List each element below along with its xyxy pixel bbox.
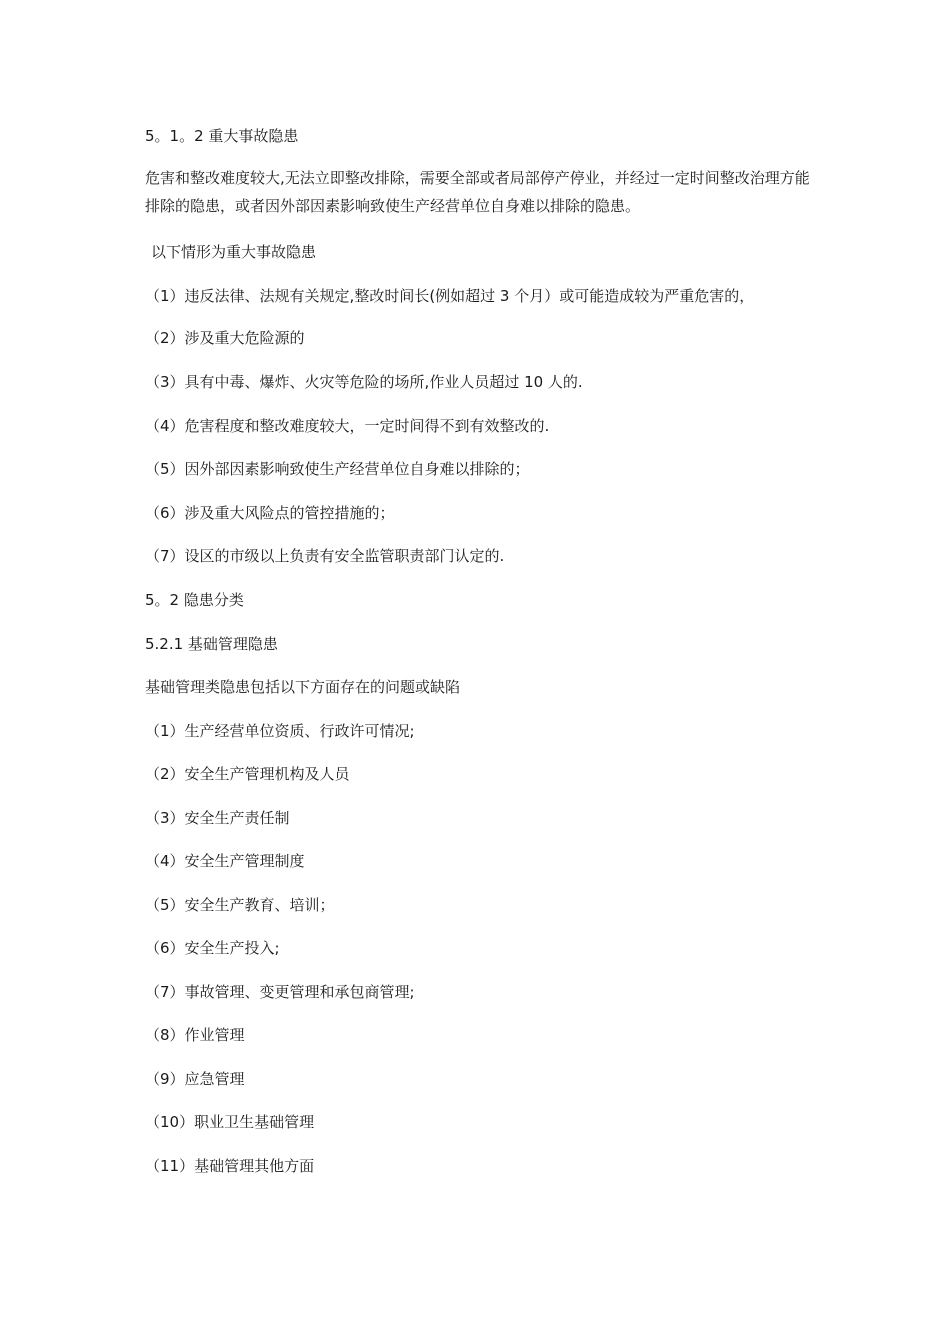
major-hazard-intro: 以下情形为重大事故隐患	[151, 243, 317, 261]
major-hazard-item: （4）危害程度和整改难度较大，一定时间得不到有效整改的.	[145, 417, 550, 435]
basic-management-item: （10）职业卫生基础管理	[145, 1113, 315, 1131]
major-hazard-item: （2）涉及重大危险源的	[145, 329, 305, 347]
basic-management-item: （3）安全生产责任制	[145, 809, 290, 827]
major-hazard-item: （7）设区的市级以上负责有安全监管职责部门认定的.	[145, 547, 505, 565]
definition-paragraph: 危害和整改难度较大,无法立即整改排除，需要全部或者局部停产停业，并经过一定时间整改治理方能排除的隐患，或者因外部因素影响致使生产经营单位自身难以排除的隐患。	[145, 169, 810, 215]
major-hazard-item: （6）涉及重大风险点的管控措施的；	[145, 504, 395, 522]
basic-management-item: （11）基础管理其他方面	[145, 1157, 315, 1175]
basic-management-intro: 基础管理类隐患包括以下方面存在的问题或缺陷	[145, 678, 461, 696]
basic-management-item: （2）安全生产管理机构及人员	[145, 765, 350, 783]
basic-management-item: （7）事故管理、变更管理和承包商管理;	[145, 983, 415, 1001]
basic-management-item: （4）安全生产管理制度	[145, 852, 305, 870]
basic-management-item: （8）作业管理	[145, 1026, 245, 1044]
major-hazard-item: （3）具有中毒、爆炸、火灾等危险的场所,作业人员超过 10 人的.	[145, 373, 583, 391]
major-hazard-item: （1）违反法律、法规有关规定,整改时间长(例如超过 3 个月）或可能造成较为严重危害的，	[145, 287, 755, 305]
basic-management-item: （5）安全生产教育、培训；	[145, 896, 335, 914]
basic-management-item: （9）应急管理	[145, 1070, 245, 1088]
basic-management-item: （1）生产经营单位资质、行政许可情况;	[145, 722, 415, 740]
heading-5-2-1: 5.2.1 基础管理隐患	[145, 635, 278, 653]
heading-5-1-2: 5。1。2 重大事故隐患	[145, 127, 299, 145]
major-hazard-item: （5）因外部因素影响致使生产经营单位自身难以排除的；	[145, 460, 530, 478]
heading-5-2: 5。2 隐患分类	[145, 591, 244, 609]
basic-management-item: （6）安全生产投入;	[145, 939, 280, 957]
